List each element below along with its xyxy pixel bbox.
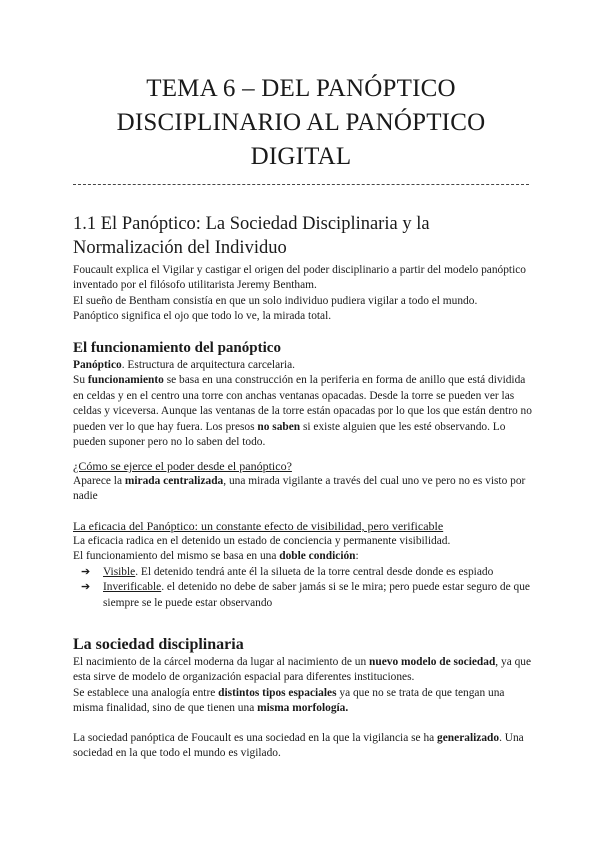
sociedad-paragraph-1: El nacimiento de la cárcel moderna da lugar al nacimiento de un nuevo modelo de sociedad, ya que esta sirve de modelo de organización espacial para diferentes instituciones. xyxy=(73,656,532,684)
intro-paragraph-3: Panóptico significa el ojo que todo lo ve, la mirada total. xyxy=(73,310,332,323)
arrow-bullet-icon: ➔ xyxy=(81,565,91,578)
poder-paragraph: Aparece la mirada centralizada, una mirada vigilante a través del cual uno ve pero no es visto por nadie xyxy=(73,475,526,503)
section-heading-panoptico: 1.1 El Panóptico: La Sociedad Disciplinaria y la Normalización del Individuo xyxy=(73,214,430,258)
funcionamiento-heading: El funcionamiento del panóptico xyxy=(73,340,281,356)
dashed-divider xyxy=(73,184,529,185)
list-item-visible: ➔ Visible. El detenido tendrá ante él la silueta de la torre central desde donde es espiado xyxy=(73,565,533,580)
poder-block xyxy=(73,458,533,505)
eficacia-paragraph-1: La eficacia radica en el detenido un estado de conciencia y permanente visibilidad. xyxy=(73,535,451,547)
arrow-bullet-icon: ➔ xyxy=(81,581,91,594)
sociedad-paragraph-3: La sociedad panóptica de Foucault es una sociedad en la que la vigilancia se ha generalizado. Una sociedad en la que todo el mundo es vigilado. xyxy=(73,731,524,760)
document-title: TEMA 6 – DEL PANÓPTICO DISCIPLINARIO AL PANÓPTICO DIGITAL xyxy=(116,75,486,170)
intro-paragraph-1: Foucault explica el Vigilar y castigar el origen del poder disciplinario a partir del modelo panóptico inventado por el filósofo utilitarista Jeremy Bentham. xyxy=(73,264,527,292)
list-item-inverificable: ➔ Inverificable. el detenido no debe de saber jamás si se le mira; pero puede estar seguro de que siempre se le puede estar observando xyxy=(73,580,533,611)
sociedad-paragraph-2: Se establece una analogía entre distintos tipos espaciales ya que no se trata de que tengan una misma finalidad, sino de que tienen una misma morfología. xyxy=(73,686,505,715)
funcionamiento-block xyxy=(73,338,533,450)
panoptico-definition: Panóptico. Estructura de arquitectura carcelaria. xyxy=(73,359,296,371)
eficacia-paragraph-2: El funcionamiento del mismo se basa en una doble condición: xyxy=(73,550,359,563)
funcionamiento-paragraph: Su funcionamiento se basa en una construcción en la periferia en forma de anillo que está dividida en celdas y en el centro una torre con anchas ventanas opacadas. Desde la torre se pueden ver las celdas y viceversa. Aunque las ventanas de la torre están opacadas por lo que los que están dentro no pueden ver lo que hay fuera. Los presos no saben si existe alguien que les esté observando. Lo pueden suponer pero no lo saben del todo. xyxy=(73,374,532,449)
intro-block xyxy=(73,263,533,325)
eficacia-block xyxy=(73,518,533,611)
sociedad-block xyxy=(73,634,533,761)
sociedad-heading: La sociedad disciplinaria xyxy=(73,636,244,653)
poder-heading: ¿Cómo se ejerce el poder desde el panóptico? xyxy=(73,459,292,473)
intro-paragraph-2: El sueño de Bentham consistía en que un solo individuo pudiera vigilar a todo el mundo. xyxy=(73,294,478,307)
eficacia-heading: La eficacia del Panóptico: un constante efecto de visibilidad, pero verificable xyxy=(73,519,444,533)
